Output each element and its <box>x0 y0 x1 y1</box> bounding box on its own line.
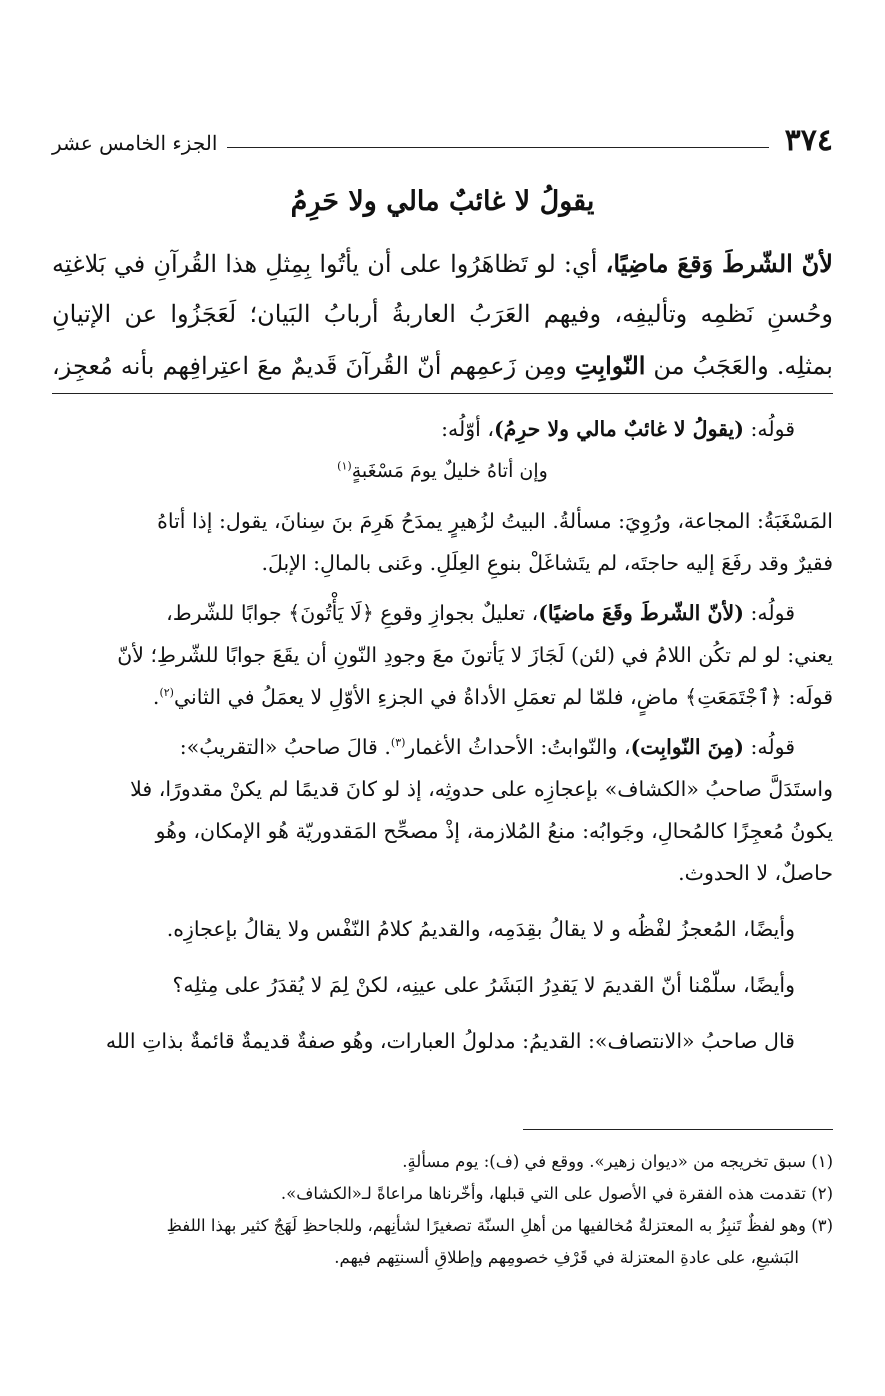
footnotes <box>52 1146 833 1274</box>
main-text <box>52 238 833 391</box>
header-rule <box>227 147 768 148</box>
running-title: الجزء الخامس عشر <box>52 131 218 155</box>
commentary-text: ، والنّوابتُ: الأحداثُ الأغمار <box>405 735 631 759</box>
commentary-line <box>52 408 833 450</box>
commentary-line: وأيضًا، سلّمْنا أنّ القديمَ لا يَقدِرُ البَشَرُ على عينِه، لكنْ لِمَ لا يُقدَرُ على مِثلِه؟ <box>172 973 795 997</box>
commentary-quote: (يقولُ لا غائبٌ مالي ولا حرِمُ) <box>493 417 744 441</box>
footnote-ref-1: (١) <box>337 459 352 473</box>
commentary-paragraph-7 <box>52 1020 833 1062</box>
commentary-text: ، أوّلُه: <box>441 417 494 441</box>
footnote-ref-2: (٢) <box>159 686 174 700</box>
commentary-line: المَسْغَبَةُ: المجاعة، ورُوِيَ: مسألةُ. البيتُ لزُهيرٍ يمدَحُ هَرِمَ بنَ سِنانَ، يقول: إذا أتاهُ <box>157 509 833 533</box>
commentary-line: حاصلٌ، لا الحدوث. <box>678 861 833 885</box>
footnote-3: (٣) وهو لفظٌ تَنبِزُ به المعتزلةُ مُخالفيها من أهلِ السنّة تصغيرًا لشأنِهم، وللجاحظِ لَهَجٌ كثير بهذا اللفظِ <box>166 1216 833 1235</box>
commentary-line: وأيضًا، المُعجزُ لفْظُه و لا يقالُ بقِدَمِه، والقديمُ كلامُ النّفْس ولا يقالُ بإعجازِه. <box>166 917 795 941</box>
main-bold-word: النّوابِتِ <box>574 351 646 380</box>
page-number: ٣٧٤ <box>784 123 833 158</box>
main-line-3-b: ومِن زَعمِهم أنّ القُرآنَ قَديمٌ معَ اعتِرافِهم بأنه مُعجِز، <box>52 352 575 380</box>
footnote-3-continued: البَشيعِ، على عادةِ المعتزلة في قَرْفِ خصومِهم وإطلاقِ ألسنتِهم فيهم. <box>334 1248 799 1267</box>
poetry-verse <box>52 450 833 492</box>
commentary-text: ، تعليلٌ بجوازِ وقوعِ ﴿لَا يَأْتُونَ﴾ جوابًا للشّرط، <box>166 601 539 625</box>
page-header <box>52 118 833 158</box>
commentary-paragraph-5 <box>52 908 833 950</box>
commentary-quote: (لأنّ الشّرطَ وقَعَ ماضيًا) <box>538 601 744 625</box>
main-line-3 <box>52 340 833 391</box>
commentary-text: . قالَ صاحبُ «التقريبُ»: <box>179 735 391 759</box>
commentary-paragraph-6 <box>52 964 833 1006</box>
commentary-line: قولَه: ﴿ٱجْتَمَعَتِ﴾ ماضٍ، فلمّا لم تعمَلِ الأداةُ في الجزءِ الأوّلِ لا يعمَلُ في الثاني$^{(٢)}$. <box>152 685 833 709</box>
commentary-text: قولُه: <box>743 417 795 441</box>
commentary-line: يعني: لو لم تكُن اللامُ في (لئن) لَجَازَ لا يَأتونَ معَ وجودِ النّونِ أن يقَعَ جوابًا للشّرطِ؛ لأنّ <box>117 643 833 667</box>
commentary-paragraph-1 <box>52 408 833 492</box>
main-line-1-rest: أي: لو تَظاهَرُوا على أن يأتُوا بِمِثلِ هذا القُرآنِ في بَلاغتِه <box>52 250 606 278</box>
footnote-2: (٢) تقدمت هذه الفقرة في الأصول على التي قبلها، وأخّرناها مراعاةً لـ«الكشاف». <box>280 1184 833 1203</box>
main-line-3-a: بمثلِه. والعَجَبُ من <box>645 352 833 380</box>
main-line-1 <box>52 238 833 289</box>
main-bold-phrase: لأنّ الشّرطَ وَقعَ ماضِيًا، <box>605 249 833 278</box>
commentary-text: قولُه: <box>743 601 795 625</box>
main-line-2: وحُسنِ نَظمِه وتأليفِه، وفيهم العَرَبُ العاربةُ أربابُ البَيان؛ لَعَجَزُوا عن الإتيانِ <box>52 300 833 328</box>
commentary-line <box>52 726 833 768</box>
commentary-line: واستَدَلَّ صاحبُ «الكشاف» بإعجازِه على حدوثِه، إذ لو كانَ قديمًا لم يكنْ مقدورًا، فلا <box>130 777 833 801</box>
commentary <box>52 408 833 1062</box>
commentary-text: قولَه: ﴿ٱجْتَمَعَتِ﴾ ماضٍ، فلمّا لم تعمَلِ الأداةُ في الجزءِ الأوّلِ لا يعمَلُ في الثاني <box>173 685 833 709</box>
verse-text: وإن أتاهُ خليلٌ يومَ مَسْغَبةٍ <box>351 460 548 482</box>
commentary-paragraph-2 <box>52 500 833 584</box>
commentary-quote: (مِنَ النّوابِت) <box>630 735 744 759</box>
commentary-paragraph-4 <box>52 726 833 894</box>
commentary-text: قولُه: <box>743 735 795 759</box>
footnote-1: (١) سبق تخريجه من «ديوان زهير». ووقع في (ف): يوم مسألةٍ. <box>402 1152 833 1171</box>
verse-title: يقولُ لا غائبٌ مالي ولا حَرِمُ <box>290 186 595 217</box>
commentary-line: يكونُ مُعجِزًا كالمُحالِ، وجَوابُه: منعُ المُلازمة، إذْ مصحِّح المَقدوريّة هُو الإمكان، وهُو <box>155 819 833 843</box>
commentary-paragraph-3 <box>52 592 833 718</box>
main-divider <box>52 393 833 394</box>
commentary-line: فقيرٌ وقد رفَعَ إليه حاجتَه، لم يتَشاغَلْ بنوعِ العِلَلِ. وعَنى بالمالِ: الإبلَ. <box>261 551 833 575</box>
commentary-line: قال صاحبُ «الانتصاف»: القديمُ: مدلولُ العبارات، وهُو صفةٌ قديمةٌ قائمةٌ بذاتِ الله <box>105 1029 795 1053</box>
footnote-divider <box>523 1129 833 1130</box>
footnote-ref-3: (٣) <box>390 736 406 750</box>
commentary-line <box>52 592 833 634</box>
